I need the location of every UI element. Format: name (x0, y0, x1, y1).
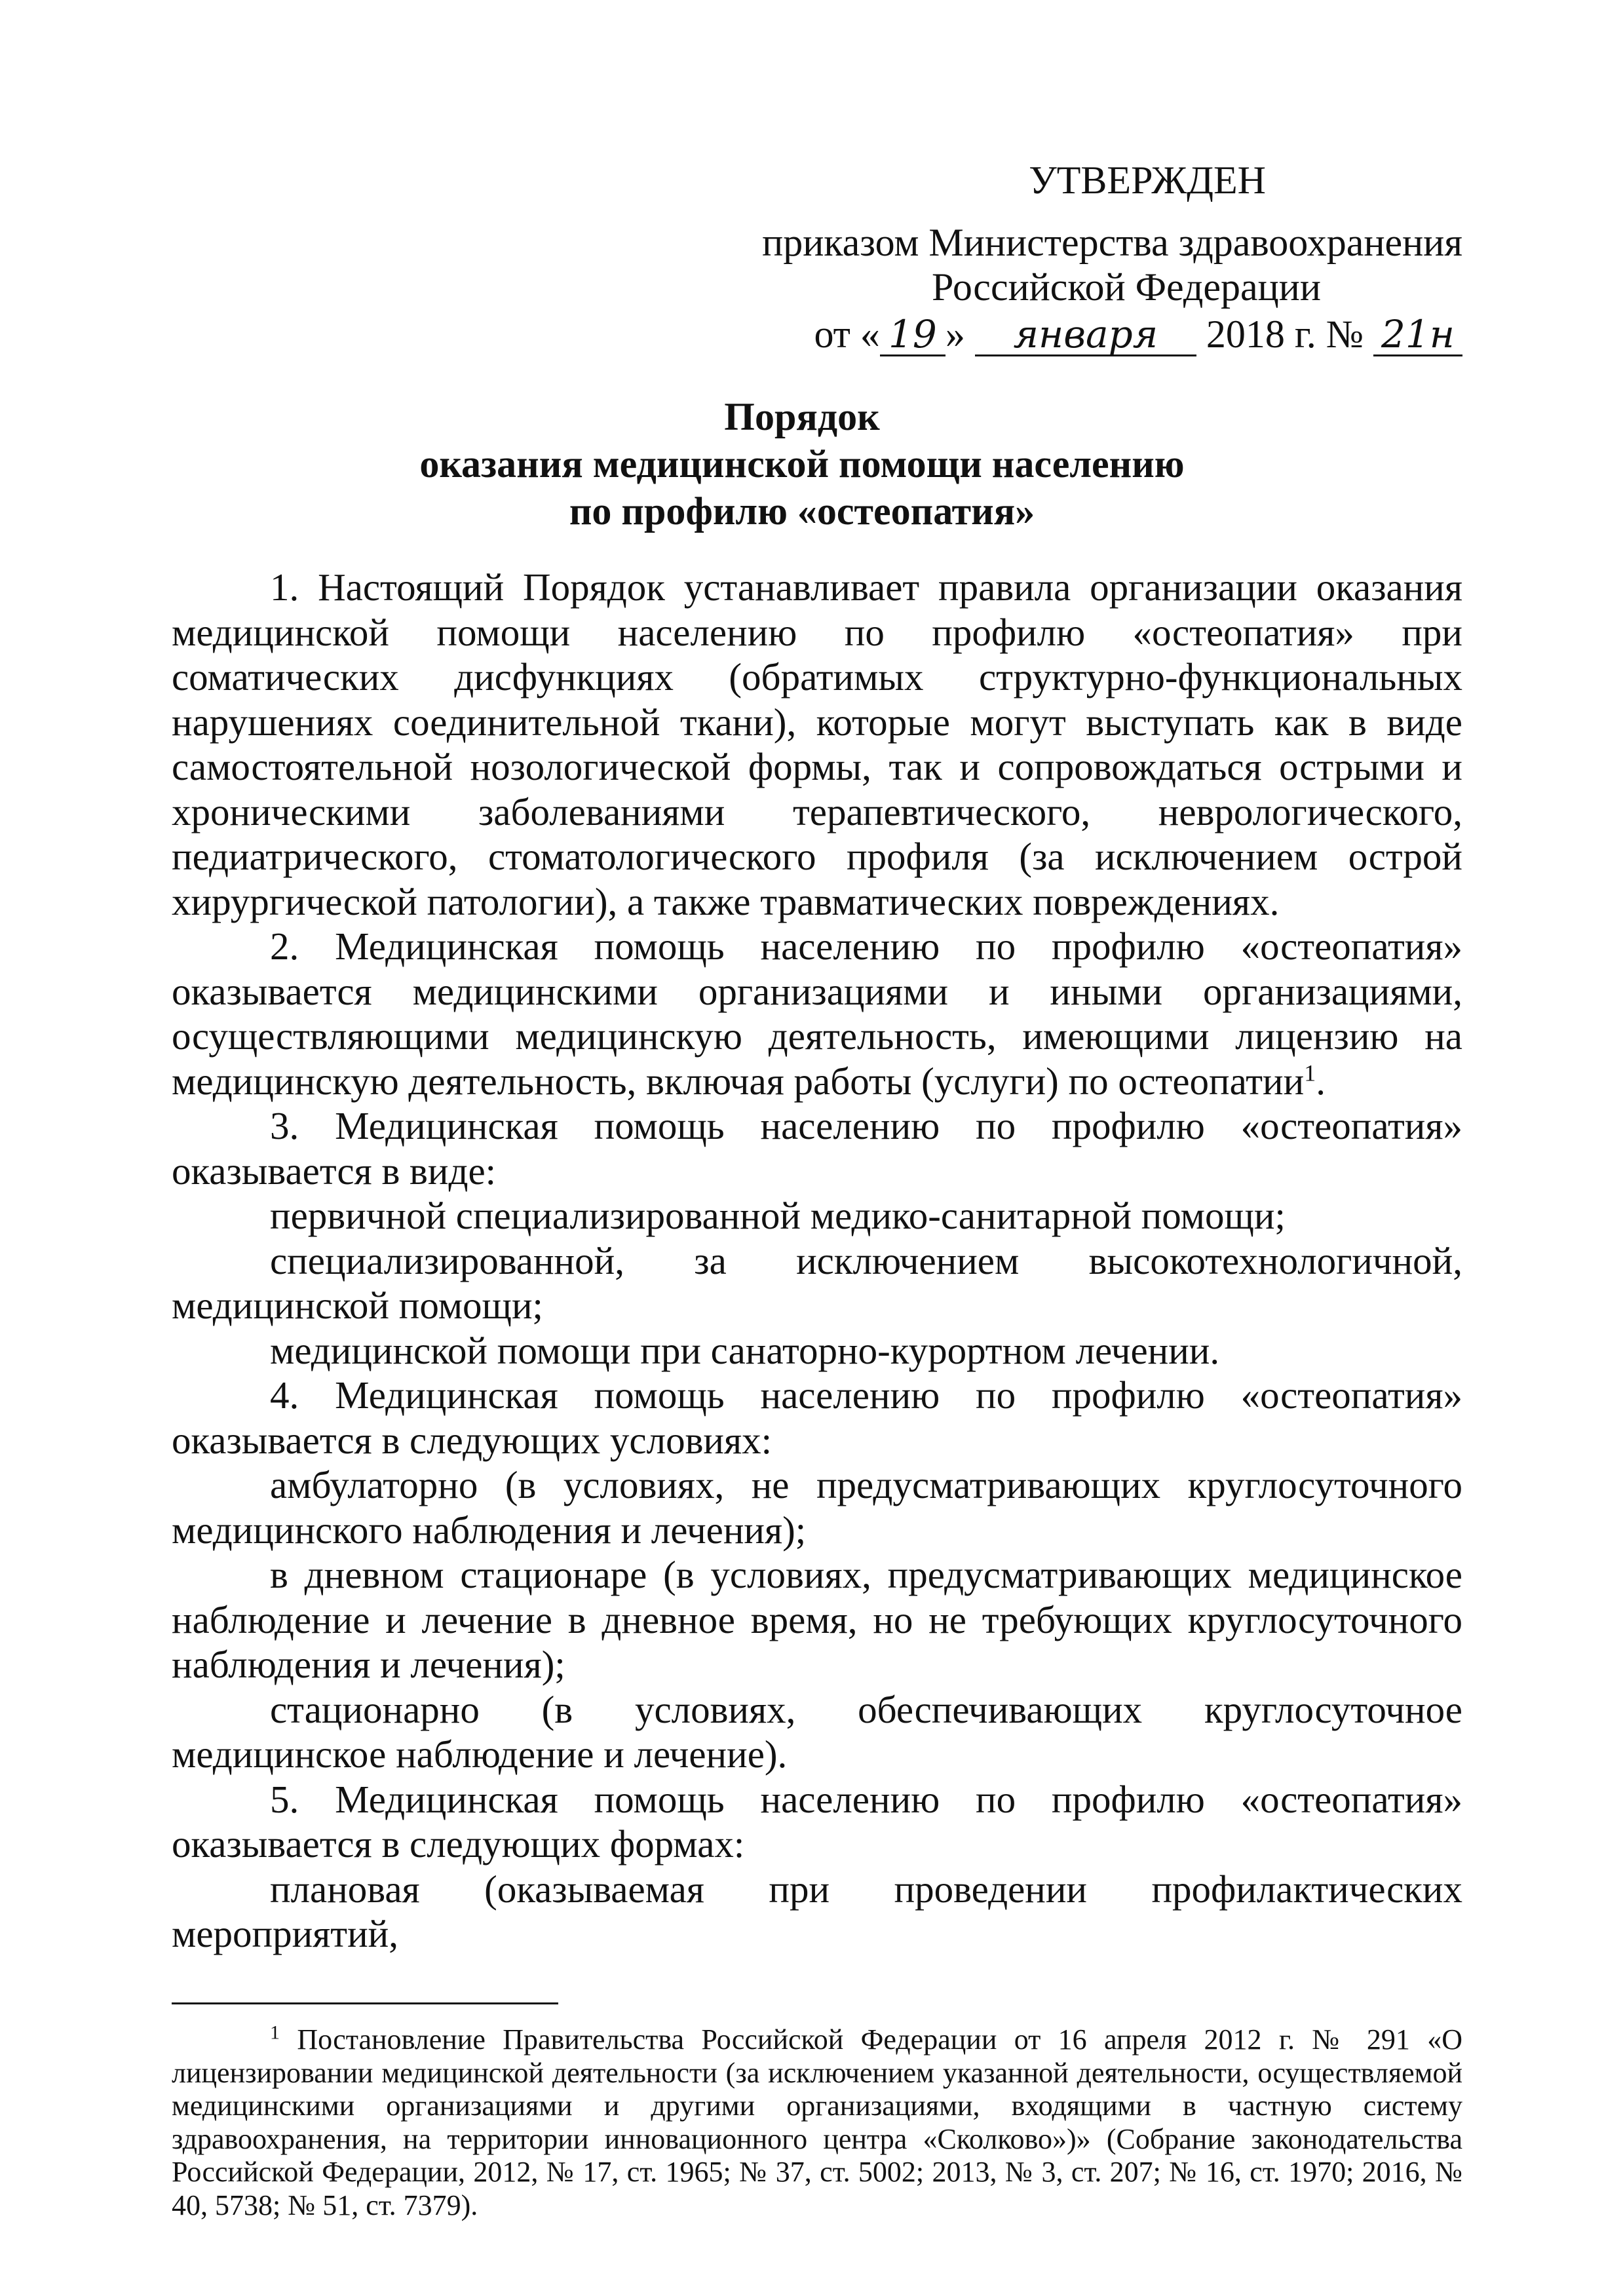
paragraph-4-item-2: в дневном стационаре (в условиях, предусматривающих медицинское наблюдение и лечение в дневное время, но не требующих круглосуточного наблюдения и лечения); (172, 1553, 1462, 1686)
paragraph-5-item-1: плановая (оказываемая при проведении профилактических мероприятий, (172, 1867, 1462, 1955)
paragraph-2 (172, 924, 1462, 1103)
approval-heading: УТВЕРЖДЕН (1029, 159, 1266, 202)
date-mid: » (945, 313, 965, 356)
footnote-text: Постановление Правительства Российской Федерации от 16 апреля 2012 г. № 291 «О лицензировании медицинской деятельности (за исключением указанной деятельности, осуществляемой медицинскими организациями и другими организациями, входящими в частную систему здравоохранения, на территории инновационного центра «Сколково»)» (Собрание законодательства Российской Федерации, 2012, № 17, ст. 1965; № 37, ст. 5002; 2013, № 3, ст. 207; № 16, ст. 1970; 2016, № 40, 5738; № 51, ст. 7379). (172, 2023, 1462, 2221)
document-body (172, 565, 1462, 1957)
handwritten-day: 19 (880, 314, 945, 356)
paragraph-5: 5. Медицинская помощь населению по профилю «остеопатия» оказывается в следующих формах: (172, 1777, 1462, 1866)
paragraph-4-item-3: стационарно (в условиях, обеспечивающих круглосуточное медицинское наблюдение и лечение). (172, 1687, 1462, 1776)
approval-date-line (814, 308, 1462, 360)
paragraph-3-item-3: медицинской помощи при санаторно-курортном лечении. (270, 1328, 1220, 1372)
approval-order-line: приказом Министерства здравоохранения (762, 221, 1462, 264)
title-line-2: оказания медицинской помощи населению (419, 442, 1185, 486)
title-line-1: Порядок (724, 395, 880, 438)
footnote-reference: 1 (1304, 1059, 1316, 1086)
paragraph-1: 1. Настоящий Порядок устанавливает правила организации оказания медицинской помощи населению по профилю «остеопатия» при соматических дисфункциях (обратимых структурно-функциональных нарушениях соединительной ткани), которые могут выступать как в виде самостоятельной нозологической формы, так и сопровождаться острыми и хроническими заболеваниями терапевтического, неврологического, педиатрического, стоматологического профиля (за исключением острой хирургической патологии), а также травматических повреждениях. (172, 565, 1462, 923)
date-year: 2018 г. № (1206, 313, 1364, 356)
handwritten-month: января (975, 314, 1196, 356)
handwritten-order-number: 21н (1373, 314, 1462, 356)
paragraph-2-text: 2. Медицинская помощь населению по профилю «остеопатия» оказывается медицинскими организациями и иными организациями, осуществляющими медицинскую деятельность, имеющими лицензию на медицинскую деятельность, включая работы (услуги) по остеопатии (172, 925, 1462, 1103)
footnote-separator (172, 2002, 558, 2004)
paragraph-3-item-2: специализированной, за исключением высокотехнологичной, медицинской помощи; (172, 1238, 1462, 1327)
paragraph-3-item-1: первичной специализированной медико-санитарной помощи; (270, 1194, 1286, 1237)
paragraph-3: 3. Медицинская помощь населению по профилю «остеопатия» оказывается в виде: (172, 1104, 1462, 1193)
document-title (142, 393, 1462, 535)
title-line-3: по профилю «остеопатия» (569, 489, 1035, 533)
paragraph-4-item-1: амбулаторно (в условиях, не предусматривающих круглосуточного медицинского наблюдения и лечения); (172, 1463, 1462, 1552)
date-prefix: от « (814, 313, 880, 356)
paragraph-2-end: . (1316, 1059, 1326, 1103)
footnote (172, 2023, 1462, 2222)
paragraph-4: 4. Медицинская помощь населению по профилю «остеопатия» оказывается в следующих условиях: (172, 1373, 1462, 1462)
footnote-marker: 1 (270, 2021, 280, 2044)
approval-org-line: Российской Федерации (931, 265, 1321, 309)
